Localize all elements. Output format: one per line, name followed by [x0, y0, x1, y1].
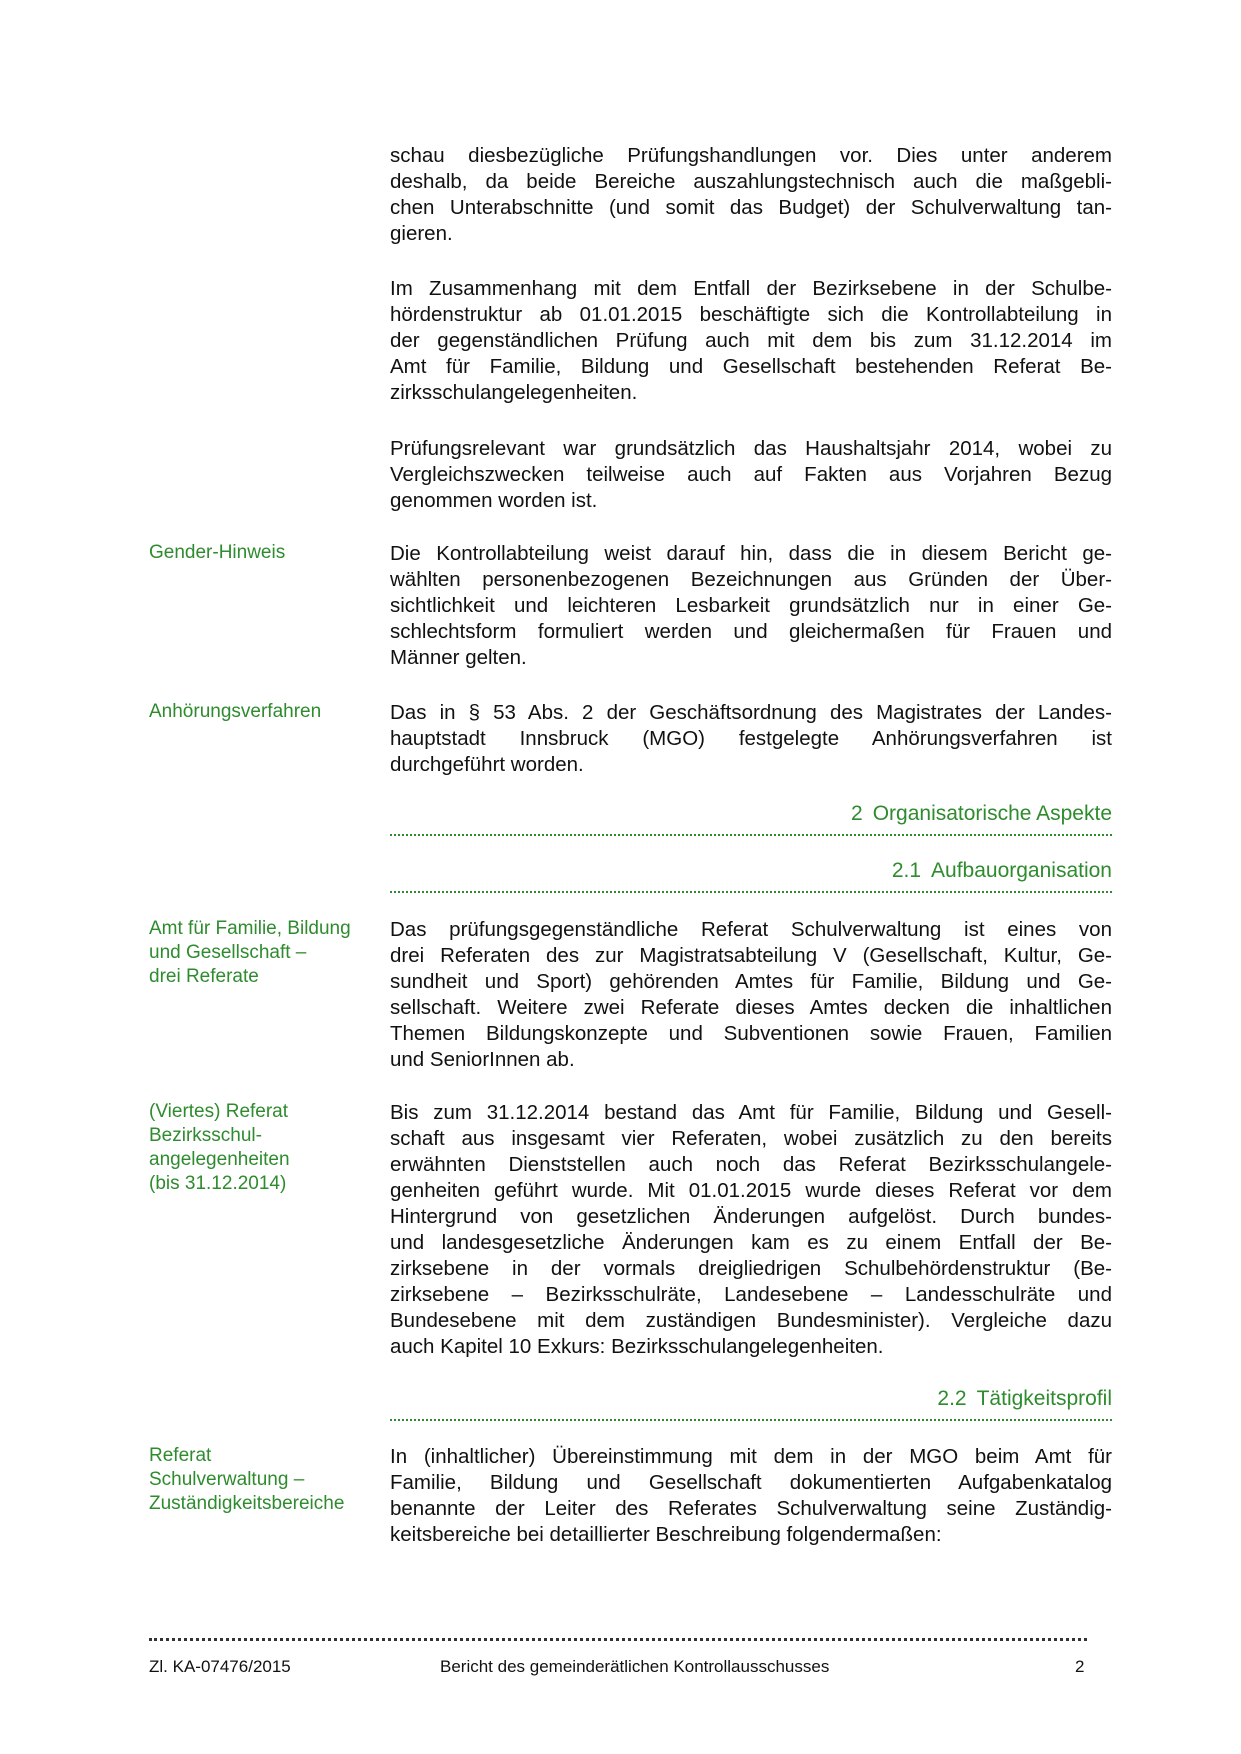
- section-title: Aufbauorganisation: [931, 859, 1112, 882]
- text-line: genommen worden ist.: [390, 489, 598, 512]
- margin-note-line: Referat: [149, 1445, 212, 1466]
- footer-title: Bericht des gemeinderätlichen Kontrollausschusses: [440, 1657, 830, 1676]
- body-paragraph-drei-referate: [390, 917, 1112, 1073]
- text-line: zirksebene – Bezirksschulräte, Landesebene – Landesschulräte und: [390, 1283, 1112, 1306]
- body-paragraph-intro: [390, 143, 1112, 247]
- text-line: Das prüfungsgegenständliche Referat Schulverwaltung ist eines von: [390, 918, 1112, 941]
- text-line: hauptstadt Innsbruck (MGO) festgelegte Anhörungsverfahren ist: [390, 727, 1112, 750]
- text-line: und SeniorInnen ab.: [390, 1048, 575, 1071]
- margin-note-viertes-referat: [149, 1100, 384, 1196]
- text-line: hördenstruktur ab 01.01.2015 beschäftigte sich die Kontrollabteilung in: [390, 303, 1112, 326]
- text-line: Im Zusammenhang mit dem Entfall der Bezirksebene in der Schulbe-: [390, 277, 1112, 300]
- text-line: sundheit und Sport) gehörenden Amtes für Familie, Bildung und Ge-: [390, 970, 1112, 993]
- text-line: drei Referaten des zur Magistratsabteilung V (Gesellschaft, Kultur, Ge-: [390, 944, 1112, 967]
- margin-note-line: Schulverwaltung –: [149, 1469, 305, 1490]
- text-line: Männer gelten.: [390, 646, 527, 669]
- section-heading-2: [390, 801, 1112, 836]
- section-number: 2.2: [937, 1387, 967, 1410]
- text-line: benannte der Leiter des Referates Schulverwaltung seine Zuständig-: [390, 1497, 1112, 1520]
- footer-page-number: 2: [1075, 1657, 1085, 1676]
- text-line: genheiten geführt wurde. Mit 01.01.2015 wurde dieses Referat vor dem: [390, 1179, 1112, 1202]
- margin-note-line: Zuständigkeitsbereiche: [149, 1493, 345, 1514]
- margin-note-line: angelegenheiten: [149, 1149, 290, 1170]
- section-heading-2-2: [390, 1386, 1112, 1421]
- text-line: Prüfungsrelevant war grundsätzlich das Haushaltsjahr 2014, wobei zu: [390, 437, 1112, 460]
- text-line: Amt für Familie, Bildung und Gesellschaft bestehenden Referat Be-: [390, 355, 1112, 378]
- text-line: schau diesbezügliche Prüfungshandlungen vor. Dies unter anderem: [390, 144, 1112, 167]
- text-line: gieren.: [390, 222, 453, 245]
- body-paragraph-bezirksebene: [390, 276, 1112, 406]
- margin-note-line: Gender-Hinweis: [149, 542, 286, 563]
- text-line: schlechtsform formuliert werden und gleichermaßen für Frauen und: [390, 620, 1112, 643]
- margin-note-line: Bezirksschul-: [149, 1125, 262, 1146]
- section-number: 2.1: [891, 859, 922, 882]
- margin-note-drei-referate: [149, 917, 384, 989]
- text-line: Die Kontrollabteilung weist darauf hin, dass die in diesem Bericht ge-: [390, 542, 1112, 565]
- text-line: Vergleichszwecken teilweise auch auf Fakten aus Vorjahren Bezug: [390, 463, 1112, 486]
- text-line: auch Kapitel 10 Exkurs: Bezirksschulangelegenheiten.: [390, 1335, 884, 1358]
- text-line: zirksschulangelegenheiten.: [390, 381, 638, 404]
- section-number: 2: [851, 802, 863, 825]
- text-line: Hintergrund von gesetzlichen Änderungen aufgelöst. Durch bundes-: [390, 1205, 1112, 1228]
- margin-note-line: Amt für Familie, Bildung: [149, 918, 351, 939]
- margin-note-line: drei Referate: [149, 966, 259, 987]
- section-title: Tätigkeitsprofil: [976, 1387, 1112, 1410]
- body-paragraph-gender: [390, 541, 1112, 671]
- section-title: Organisatorische Aspekte: [872, 802, 1112, 825]
- margin-note-zustaendigkeit: [149, 1444, 384, 1516]
- body-paragraph-zustaendigkeit: [390, 1444, 1112, 1548]
- footer-divider: [149, 1638, 1087, 1641]
- text-line: deshalb, da beide Bereiche auszahlungstechnisch auch die maßgebli-: [390, 170, 1112, 193]
- text-line: Das in § 53 Abs. 2 der Geschäftsordnung des Magistrates der Landes-: [390, 701, 1112, 724]
- text-line: wählten personenbezogenen Bezeichnungen aus Gründen der Über-: [390, 568, 1112, 591]
- text-line: sellschaft. Weitere zwei Referate dieses Amtes decken die inhaltlichen: [390, 996, 1112, 1019]
- text-line: In (inhaltlicher) Übereinstimmung mit dem in der MGO beim Amt für: [390, 1445, 1112, 1468]
- margin-note-anhoerung: [149, 700, 384, 724]
- margin-note-line: (bis 31.12.2014): [149, 1173, 287, 1194]
- margin-note-gender: [149, 541, 384, 565]
- text-line: Bis zum 31.12.2014 bestand das Amt für Familie, Bildung und Gesell-: [390, 1101, 1112, 1124]
- text-line: Familie, Bildung und Gesellschaft dokumentierten Aufgabenkatalog: [390, 1471, 1112, 1494]
- body-paragraph-viertes-referat: [390, 1100, 1112, 1360]
- text-line: Bundesebene mit dem zuständigen Bundesminister). Vergleiche dazu: [390, 1309, 1112, 1332]
- text-line: zirksebene in der vormals dreigliedrigen Schulbehördenstruktur (Be-: [390, 1257, 1112, 1280]
- text-line: und landesgesetzliche Änderungen kam es zu einem Entfall der Be-: [390, 1231, 1112, 1254]
- text-line: der gegenständlichen Prüfung auch mit dem bis zum 31.12.2014 im: [390, 329, 1112, 352]
- text-line: schaft aus insgesamt vier Referaten, wobei zusätzlich zu den bereits: [390, 1127, 1112, 1150]
- text-line: Themen Bildungskonzepte und Subventionen sowie Frauen, Familien: [390, 1022, 1112, 1045]
- text-line: durchgeführt worden.: [390, 753, 584, 776]
- margin-note-line: (Viertes) Referat: [149, 1101, 289, 1122]
- margin-note-line: und Gesellschaft –: [149, 942, 307, 963]
- text-line: chen Unterabschnitte (und somit das Budget) der Schulverwaltung tan-: [390, 196, 1112, 219]
- margin-note-line: Anhörungsverfahren: [149, 701, 322, 722]
- body-paragraph-haushaltsjahr: [390, 436, 1112, 514]
- footer-reference: Zl. KA-07476/2015: [149, 1657, 291, 1676]
- text-line: sichtlichkeit und leichteren Lesbarkeit grundsätzlich nur in einer Ge-: [390, 594, 1112, 617]
- body-paragraph-anhoerung: [390, 700, 1112, 778]
- section-heading-2-1: [390, 858, 1112, 893]
- text-line: erwähnten Dienststellen auch noch das Referat Bezirksschulangele-: [390, 1153, 1112, 1176]
- text-line: keitsbereiche bei detaillierter Beschreibung folgendermaßen:: [390, 1523, 942, 1546]
